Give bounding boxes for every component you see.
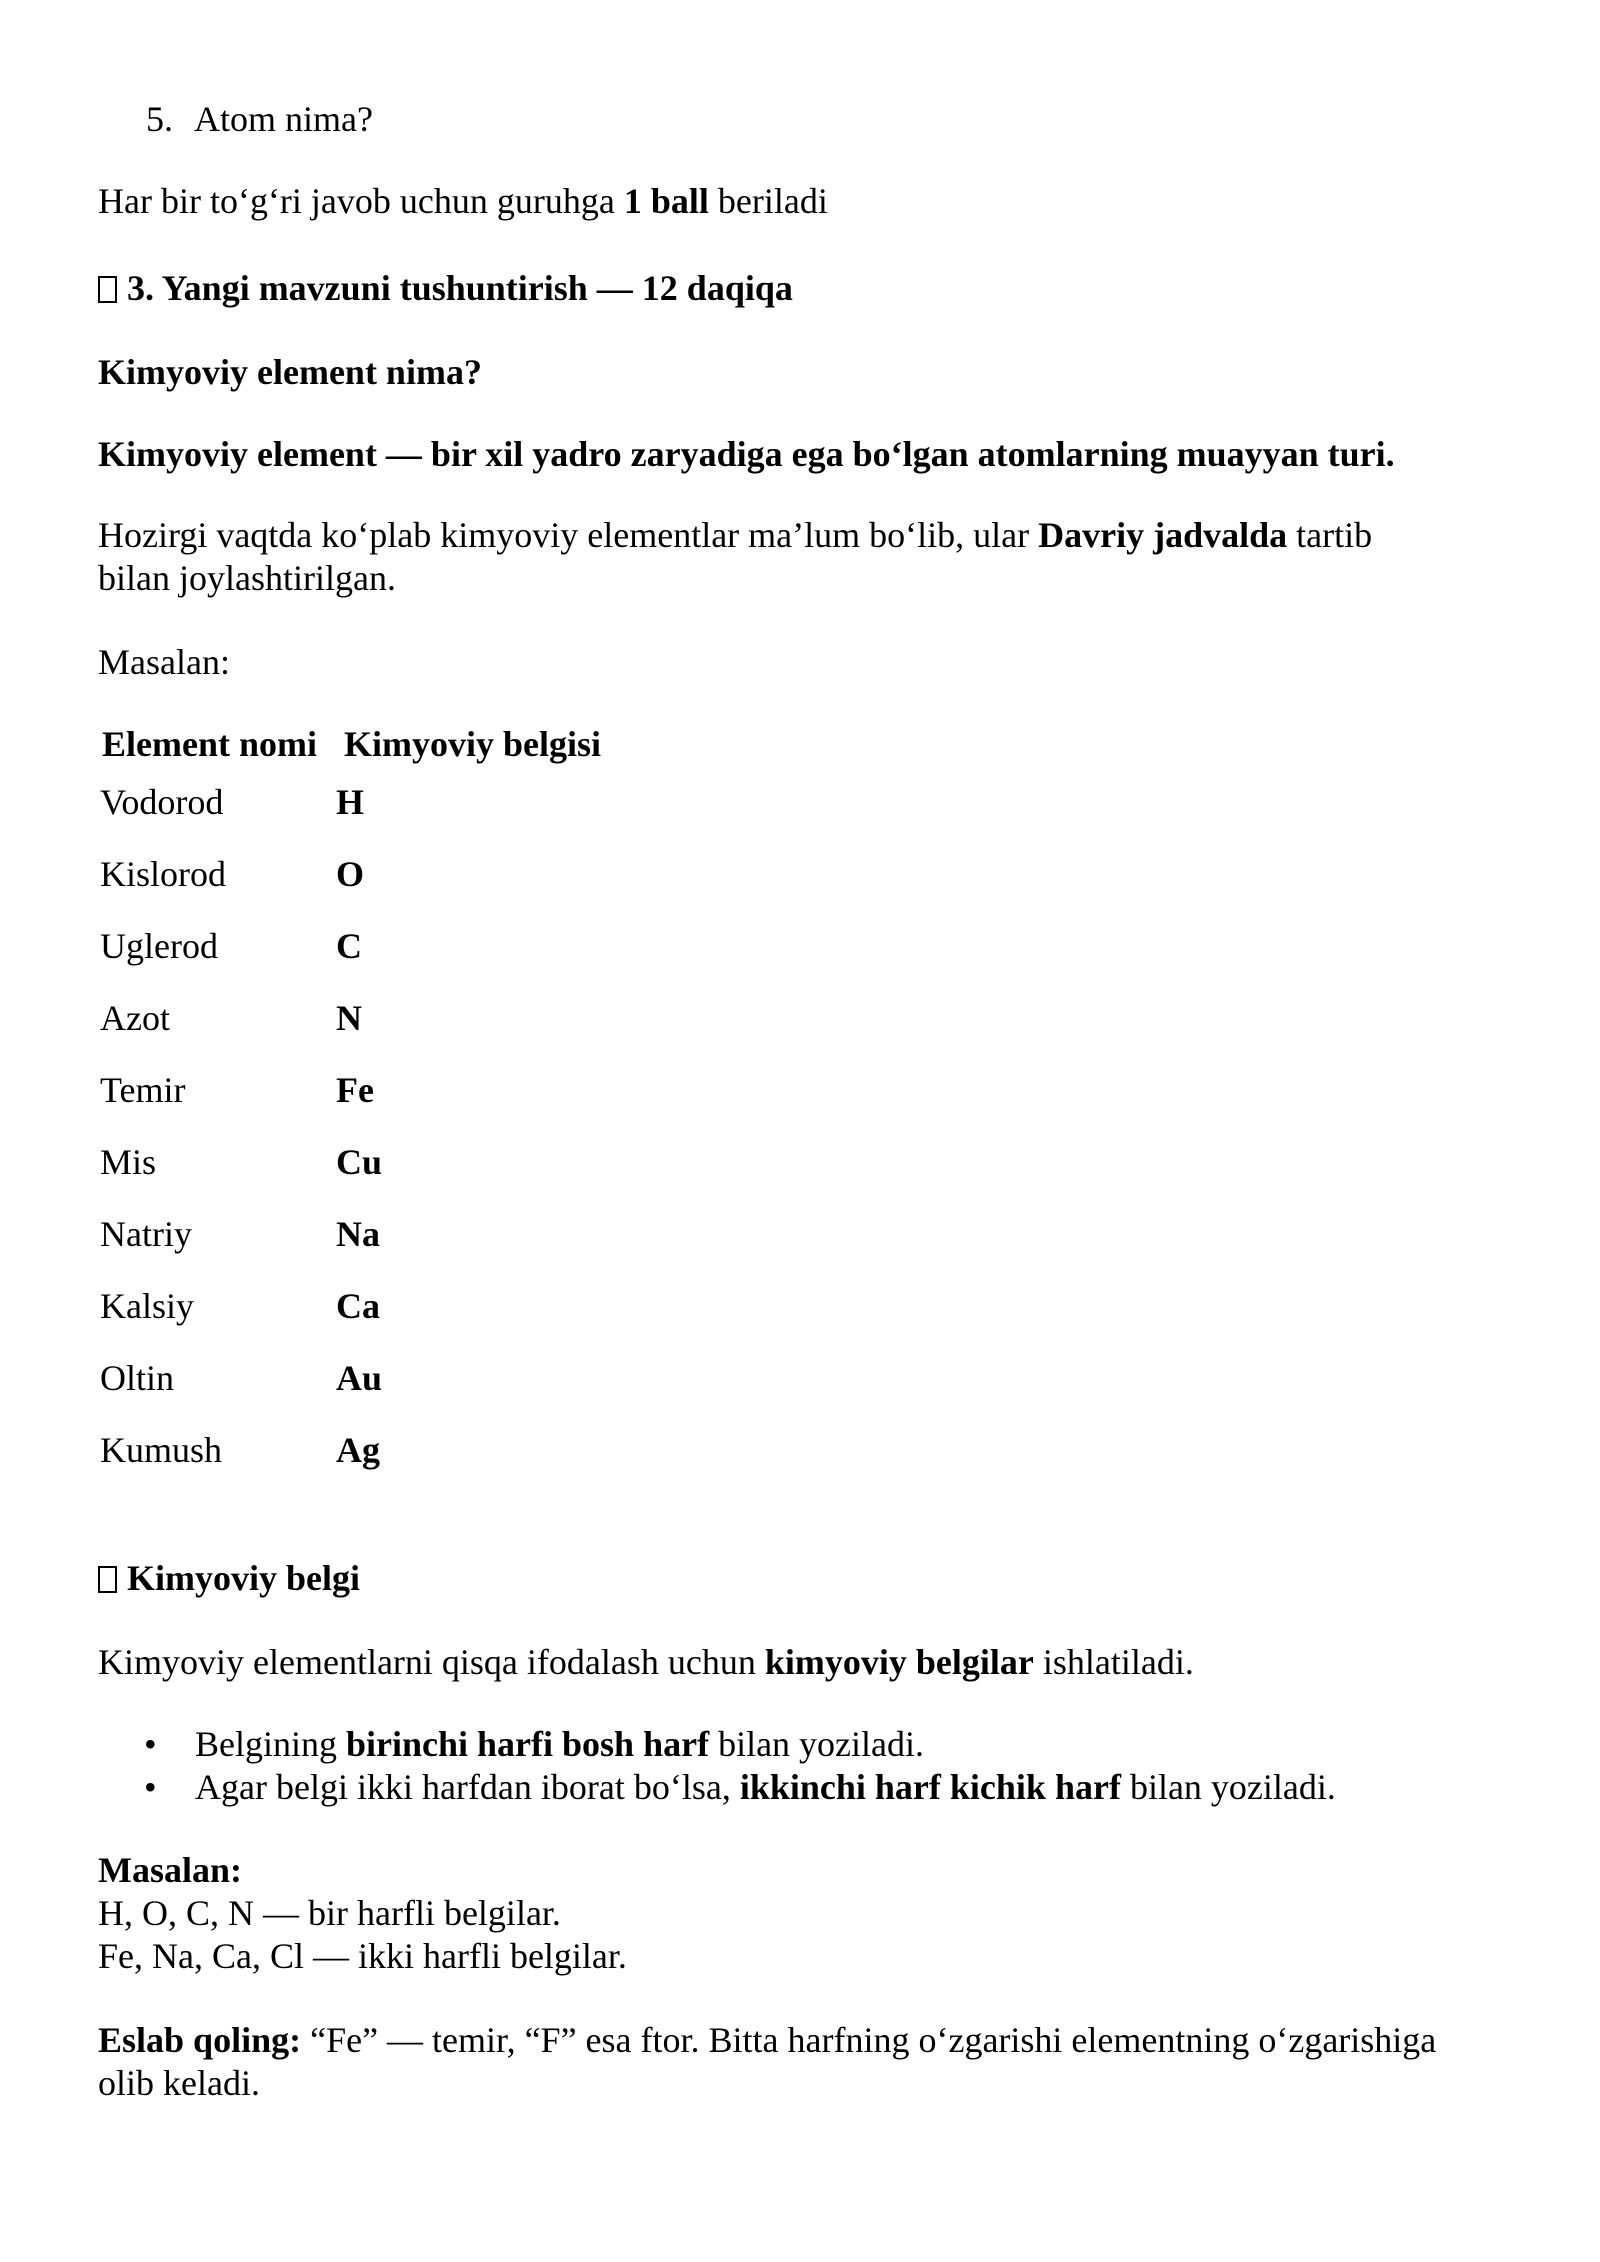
- element-name-cell: Kislorod: [100, 853, 226, 894]
- element-symbol-cell: O: [336, 853, 365, 894]
- symbol-intro-text: Kimyoviy elementlarni qisqa ifodalash uchun: [98, 1642, 765, 1682]
- scoring-text: Har bir to‘g‘ri javob uchun guruhga: [98, 181, 624, 221]
- question-heading: Kimyoviy element nima?: [98, 352, 482, 392]
- column-header-symbol: Kimyoviy belgisi: [344, 724, 602, 764]
- definition: Kimyoviy element — bir xil yadro zaryadiga ega bo‘lgan atomlarning muayyan turi.: [98, 434, 1395, 474]
- element-symbol-cell: N: [336, 997, 362, 1038]
- table-row: [98, 982, 601, 1054]
- table-header-row: [98, 723, 601, 766]
- examples-line: H, O, C, N — bir harfli belgilar.: [98, 1893, 561, 1933]
- element-name-cell: Kalsiy: [100, 1285, 194, 1326]
- symbol-intro-bold: kimyoviy belgilar: [764, 1642, 1034, 1682]
- question-text: Atom nima?: [194, 99, 373, 139]
- remember-text-line2: olib keladi.: [98, 2063, 260, 2103]
- rule-text: Belgining: [195, 1724, 346, 1764]
- list-item: [98, 1723, 1336, 1766]
- scoring-text-end: beriladi: [708, 181, 828, 221]
- examples-line: Fe, Na, Ca, Cl — ikki harfli belgilar.: [98, 1936, 627, 1976]
- table-row: [98, 1054, 601, 1126]
- element-name-cell: Uglerod: [100, 925, 218, 966]
- symbol-section-title: Kimyoviy belgi: [127, 1558, 360, 1598]
- question-item: [146, 98, 373, 141]
- table-row: [98, 1270, 601, 1342]
- missing-glyph-icon: [98, 276, 117, 303]
- scoring-note: [98, 180, 828, 223]
- rule-bold: birinchi harfi bosh harf: [346, 1724, 710, 1764]
- missing-glyph-icon: [98, 1566, 117, 1593]
- examples-block: [98, 1849, 627, 1978]
- element-symbol-cell: Fe: [336, 1069, 374, 1110]
- rule-bold: ikkinchi harf kichik harf: [739, 1767, 1121, 1807]
- intro-paragraph: [98, 514, 1372, 600]
- element-symbol-cell: H: [336, 781, 365, 822]
- element-name-cell: Temir: [100, 1069, 186, 1110]
- intro-text-line2: bilan joylashtirilgan.: [98, 558, 396, 598]
- section-heading: [98, 267, 793, 310]
- scoring-points: 1 ball: [623, 181, 709, 221]
- column-header-name: Element nomi: [102, 724, 317, 764]
- element-symbol-cell: Cu: [336, 1141, 383, 1182]
- intro-bold: Davriy jadvalda: [1038, 515, 1288, 555]
- symbol-section-heading: [98, 1557, 360, 1600]
- intro-text: Hozirgi vaqtda ko‘plab kimyoviy elementlar ma’lum bo‘lib, ular: [98, 515, 1039, 555]
- element-symbol-cell: Ca: [336, 1285, 380, 1326]
- intro-text-end: tartib: [1287, 515, 1373, 555]
- section-title: 3. Yangi mavzuni tushuntirish — 12 daqiqa: [127, 268, 793, 308]
- rules-list: [98, 1723, 1336, 1809]
- remember-label: Eslab qoling:: [98, 2020, 302, 2060]
- symbol-intro: [98, 1641, 1194, 1684]
- element-symbol-cell: Na: [336, 1213, 380, 1254]
- remember-text: “Fe” — temir, “F” esa ftor. Bitta harfning o‘zgarishi elementning o‘zgarishiga: [301, 2020, 1437, 2060]
- rule-text-end: bilan yoziladi.: [709, 1724, 925, 1764]
- element-name-cell: Natriy: [100, 1213, 192, 1254]
- table-row: [98, 1198, 601, 1270]
- rule-text-end: bilan yoziladi.: [1120, 1767, 1336, 1807]
- element-symbol-cell: Ag: [336, 1429, 380, 1470]
- element-name-cell: Kumush: [100, 1429, 223, 1470]
- element-name-cell: Oltin: [100, 1357, 175, 1398]
- rule-text: Agar belgi ikki harfdan iborat bo‘lsa,: [195, 1767, 740, 1807]
- table-row: [98, 1342, 601, 1414]
- remember-note: [98, 2019, 1436, 2105]
- example-label: Masalan:: [98, 642, 230, 682]
- element-name-cell: Azot: [100, 997, 170, 1038]
- table-body: [98, 766, 601, 1486]
- element-name-cell: Vodorod: [100, 781, 224, 822]
- symbol-intro-text-end: ishlatiladi.: [1033, 1642, 1194, 1682]
- table-row: [98, 1414, 601, 1486]
- question-number: 5.: [146, 99, 173, 139]
- table-row: [98, 910, 601, 982]
- elements-table: [98, 723, 601, 1486]
- element-symbol-cell: Au: [336, 1357, 383, 1398]
- element-name-cell: Mis: [100, 1141, 157, 1182]
- table-row: [98, 766, 601, 838]
- table-row: [98, 838, 601, 910]
- examples-label: Masalan:: [98, 1850, 242, 1890]
- list-item: [98, 1766, 1336, 1809]
- table-row: [98, 1126, 601, 1198]
- element-symbol-cell: C: [336, 925, 362, 966]
